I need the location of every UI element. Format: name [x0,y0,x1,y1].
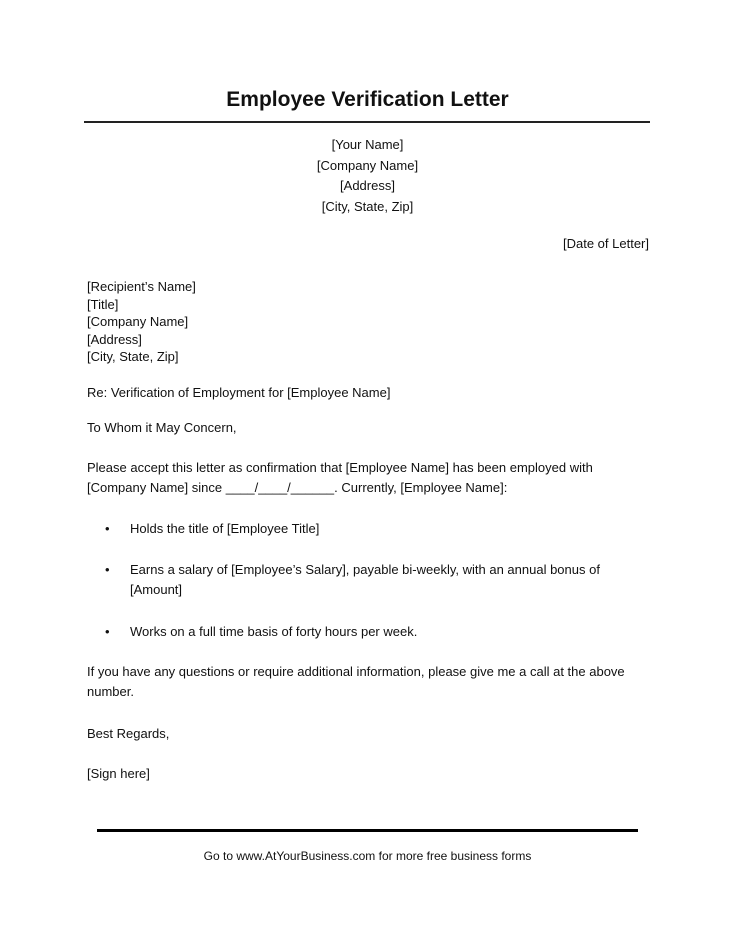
sender-city-state-zip: [City, State, Zip] [321,198,414,214]
paragraph-line: [Company Name] since ____/____/______. Currently, [Employee Name]: [87,480,508,495]
recipient-block [87,278,196,366]
list-item-line: [Amount] [130,582,183,597]
sender-address: [Address] [340,178,395,193]
bullet-icon: • [105,521,110,536]
sender-company: [Company Name] [316,157,419,173]
list-item-line: Earns a salary of [Employee’s Salary], payable bi-weekly, with an annual bonus of [130,562,600,577]
bullet-icon: • [105,624,110,639]
paragraph-line: number. [87,684,134,699]
list-item-text: Works on a full time basis of forty hours per week. [130,624,418,639]
recipient-title: [Title] [87,296,119,312]
bullet-icon: • [105,562,110,577]
document-title: Employee Verification Letter [226,88,509,111]
footer-divider [97,829,638,832]
closing: Best Regards, [87,726,170,741]
recipient-city-state-zip: [City, State, Zip] [87,349,179,364]
recipient-address: [Address] [87,331,142,347]
list-item-text: Holds the title of [Employee Title] [130,521,320,536]
footer-text: Go to www.AtYourBusiness.com for more free business forms [203,849,532,863]
sender-block [0,135,735,217]
letter-date: [Date of Letter] [563,236,649,251]
contact-paragraph [87,662,625,702]
recipient-company: [Company Name] [87,314,189,329]
confirmation-paragraph [87,458,593,498]
list-item-text [130,560,600,600]
sender-name: [Your Name] [331,137,404,152]
salutation: To Whom it May Concern, [87,420,237,435]
paragraph-line: If you have any questions or require additional information, please give me a call at the above [87,664,625,679]
title-divider [84,121,650,123]
recipient-name: [Recipient’s Name] [87,279,196,294]
paragraph-line: Please accept this letter as confirmation that [Employee Name] has been employed with [87,460,593,475]
signature-placeholder: [Sign here] [87,766,150,781]
re-line: Re: Verification of Employment for [Employee Name] [87,385,391,400]
